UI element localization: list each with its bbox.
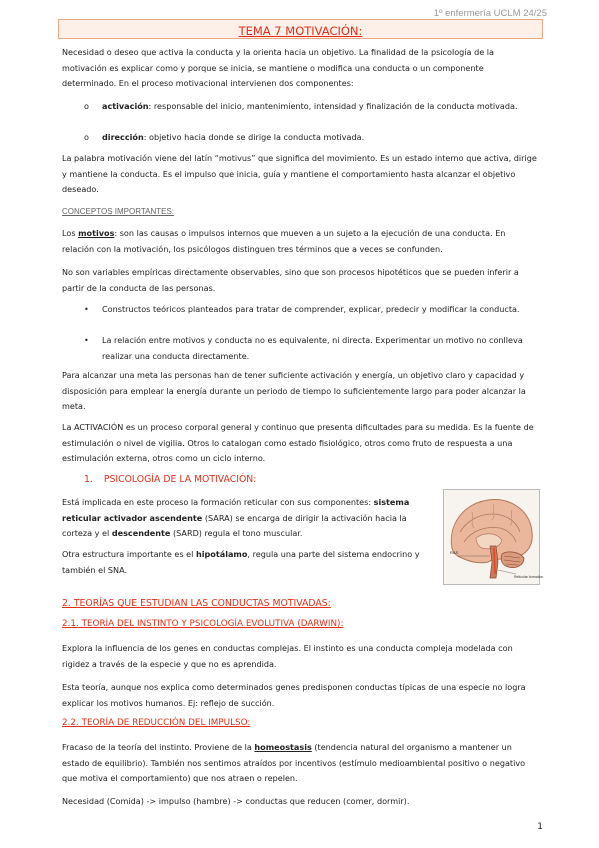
term-direccion: dirección	[102, 132, 144, 142]
conceptos-paragraph-2: No son variables empíricas directamente observables, sino que son procesos hipotéticos que se pueden inferir a partir de la conducta de las personas.	[62, 267, 519, 293]
dot-bullet-icon: •	[84, 335, 89, 345]
section-2-2-heading: 2.2. TEORÍA DE REDUCCIÓN DEL IMPULSO:	[62, 718, 251, 728]
term-activacion: activación	[102, 101, 149, 111]
circle-bullet-icon: o	[84, 132, 89, 142]
title-box	[58, 19, 543, 39]
direccion-text: : objetivo hacia donde se dirige la conducta motivada.	[143, 132, 365, 142]
section-2-1-paragraph-1: Explora la influencia de los genes en conductas complejas. El instinto es una conducta compleja modelada con rigidez a través de la especie y que no es aprendida.	[62, 643, 513, 669]
conceptos-heading: CONCEPTOS IMPORTANTES:	[62, 207, 175, 216]
term-sara: sistema reticular activador ascendente	[62, 497, 410, 523]
section-2-2-paragraph-2: Necesidad (Comida) -> impulso (hambre) -> conductas que reducen (comer, dormir).	[62, 796, 410, 806]
s1-p2-text-b: , regula una parte del sistema endocrino y también el SNA.	[62, 549, 420, 575]
conceptos-paragraph-3: Para alcanzar una meta las personas han de tener suficiente activación y energía, un objetivo claro y capacidad y disposición para emplear la energía durante un periodo de tiempo lo suficientemente largo para poder alcanzar la meta.	[62, 370, 526, 411]
bullet-text: La relación entre motivos y conducta no es equivalente, ni directa. Experimentar un motivo no conlleva realizar una conducta directamente.	[102, 335, 523, 361]
section-1-title: PSICOLOGÍA DE LA MOTIVACIÓN:	[103, 474, 257, 485]
section-1-paragraph-1	[62, 495, 434, 542]
s22-text-b: (tendencia natural del organismo a mantener un estado de equilibrio). También nos sentimos atraídos por incentivos (estímulo medioambiental positivo o negativo que motiva el comportamiento) que nos atraen o repelen.	[62, 742, 526, 783]
s1-text-c: (SARD) regula el tono muscular.	[170, 528, 303, 538]
activacion-text: : responsable del inicio, mantenimiento, intensidad y finalización de la conducta motivada.	[148, 101, 518, 111]
activacion-paragraph: La ACTIVACIÓN es un proceso corporal general y continuo que presenta dificultades para su medida. Es la fuente de estimulación o nivel de vigilia. Otros lo catalogan como estado fisiológico, otros como fruto de respuesta a una estimulación externa, otros como un ciclo interno.	[62, 422, 534, 463]
term-descendente: descendente	[111, 528, 171, 538]
page-title: TEMA 7 MOTIVACIÓN:	[238, 24, 363, 38]
s1-text-b: (SARA) se encarga de dirigir la activación hacia la corteza y el	[62, 512, 407, 538]
reticular-formation-label: Reticular formation	[514, 575, 544, 579]
motivos-text: : son las causas o impulsos internos que mueven a un sujeto a la ejecución de una conducta. En relación con la motivación, los psicólogos distinguen tres términos que a veces se confunden.	[62, 228, 506, 254]
term-homeostasis: homeostasis	[254, 742, 312, 752]
section-2-1-heading: 2.1. TEORÍA DEL INSTINTO Y PSICOLOGÍA EVOLUTIVA (DARWIN):	[62, 619, 344, 629]
section-1-number: 1.	[84, 474, 93, 485]
s22-text-a: Fracaso de la teoría del instinto. Proviene de la	[62, 742, 255, 752]
section-2-2-paragraph-1	[62, 740, 540, 787]
motivos-prefix: Los	[62, 228, 79, 238]
s1-p2-text-a: Otra estructura importante es el	[62, 549, 196, 559]
header-course-note: 1º enfermería UCLM 24/25	[433, 8, 547, 19]
section-1-heading	[84, 474, 256, 485]
brain-illustration	[443, 489, 544, 585]
term-hipotalamo: hipotálamo	[195, 549, 248, 559]
dot-bullet-icon: •	[84, 304, 89, 314]
s1-text-a: Está implicada en este proceso la formación reticular con sus componentes:	[62, 497, 372, 507]
brain-sagittal-image	[444, 490, 544, 584]
motivos-paragraph	[62, 226, 540, 257]
circle-bullet-icon: o	[84, 101, 89, 111]
intro-paragraph-1: Necesidad o deseo que activa la conducta y la orienta hacia un objetivo. La finalidad de la psicología de la motivación es explicar como y porque se inicia, se mantiene o modifica una conducta o un componente determinado. En el proceso motivacional intervienen dos componentes:	[62, 47, 494, 88]
section-2-heading: 2. TEORÍAS QUE ESTUDIAN LAS CONDUCTAS MOTIVADAS:	[62, 598, 331, 609]
section-2-1-paragraph-2: Esta teoría, aunque nos explica como determinados genes predisponen conductas típicas de una especie no logra explicar los motivos humanos. Ej: reflejo de succión.	[62, 682, 526, 708]
term-motivos: motivos	[78, 228, 115, 238]
intro-paragraph-2: La palabra motivación viene del latín “motivus” que significa del movimiento. Es un estado interno que activa, dirige y mantiene la conducta. Es el impulso que inicia, guía y mantiene el comportamiento hasta alcanzar el objetivo deseado.	[62, 153, 537, 194]
page-number: 1	[537, 822, 543, 832]
bullet-text: Constructos teóricos planteados para tratar de comprender, explicar, predecir y modificar la conducta.	[102, 304, 520, 314]
ras-label: RAS	[450, 550, 459, 555]
section-1-paragraph-2	[62, 547, 434, 578]
